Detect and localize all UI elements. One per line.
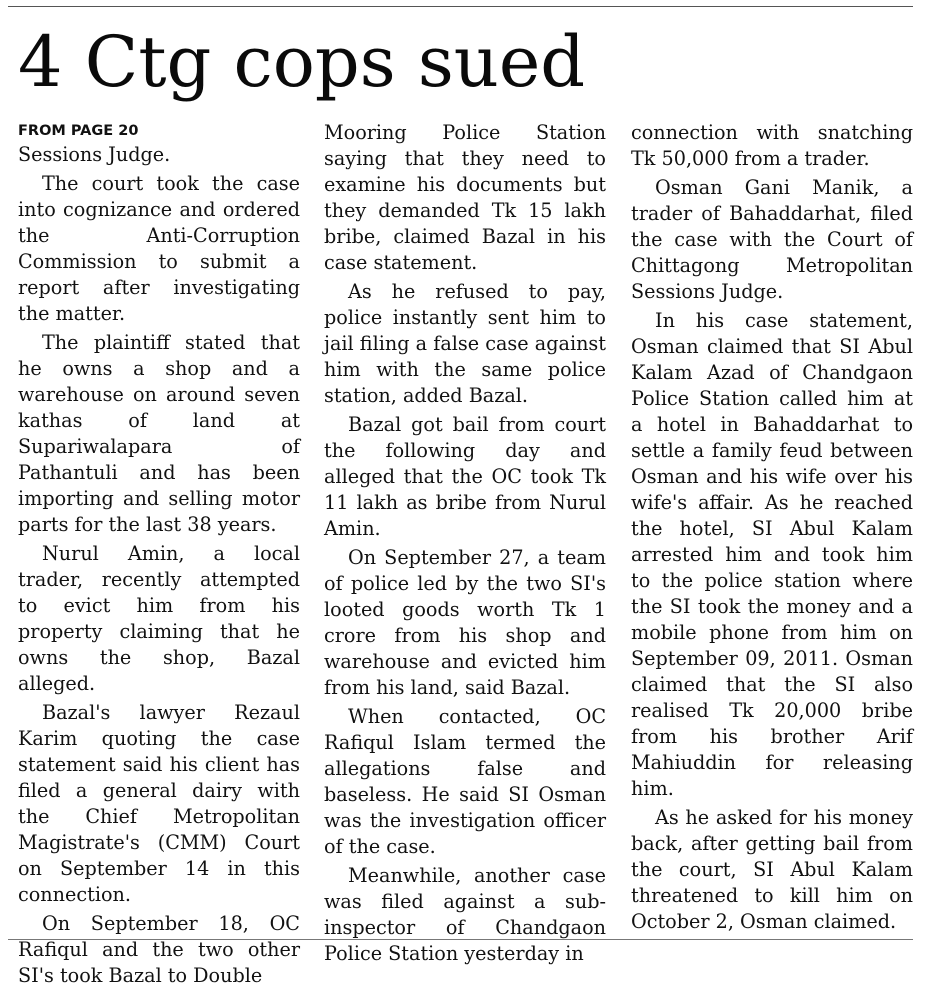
article-column-1	[18, 120, 300, 989]
paragraph: Mooring Police Station saying that they need to examine his documents but they demanded Tk 15 lakh bribe, claimed Bazal in his case statement.	[324, 121, 606, 274]
paragraph: The court took the case into cognizance and ordered the Anti-Corruption Commission to submit a report after investigating the matter.	[18, 172, 300, 325]
paragraph: Bazal got bail from court the following day and alleged that the OC took Tk 11 lakh as bribe from Nurul Amin.	[324, 413, 606, 540]
paragraph: Osman Gani Manik, a trader of Bahaddarhat, filed the case with the Court of Chittagong Metropolitan Sessions Judge.	[631, 176, 913, 303]
paragraph: Bazal's lawyer Rezaul Karim quoting the case statement said his client has filed a general dairy with the Chief Metropolitan Magistrate's (CMM) Court on September 14 in this connection.	[18, 701, 300, 906]
paragraph: On September 18, OC Rafiqul and the two other SI's took Bazal to Double	[18, 912, 300, 987]
article-column-2	[324, 120, 606, 967]
paragraph: In his case statement, Osman claimed that SI Abul Kalam Azad of Chandgaon Police Station called him at a hotel in Bahaddarhat to settle a family feud between Osman and his wife over his wife's affair. As he reached the hotel, SI Abul Kalam arrested him and took him to the police station where the SI took the money and a mobile phone from him on September 09, 2011. Osman claimed that the SI also realised Tk 20,000 bribe from his brother Arif Mahiuddin for releasing him.	[631, 309, 913, 800]
headline: 4 Ctg cops sued	[18, 21, 586, 103]
article-column-3	[631, 120, 913, 935]
paragraph: Sessions Judge.	[18, 143, 171, 166]
paragraph: As he asked for his money back, after getting bail from the court, SI Abul Kalam threatened to kill him on October 2, Osman claimed.	[631, 806, 913, 933]
top-rule	[8, 6, 913, 7]
paragraph: The plaintiff stated that he owns a shop and a warehouse on around seven kathas of land at Supariwalapara of Pathantuli and has been importing and selling motor parts for the last 38 years.	[18, 331, 300, 536]
paragraph: When contacted, OC Rafiqul Islam termed the allegations false and baseless. He said SI Osman was the investigation officer of the case.	[324, 705, 606, 858]
paragraph: Nurul Amin, a local trader, recently attempted to evict him from his property claiming that he owns the shop, Bazal alleged.	[18, 542, 300, 695]
paragraph: On September 27, a team of police led by the two SI's looted goods worth Tk 1 crore from his shop and warehouse and evicted him from his land, said Bazal.	[324, 546, 606, 699]
bottom-rule	[8, 939, 913, 940]
jump-kicker: FROM PAGE 20	[18, 123, 139, 139]
paragraph: Meanwhile, another case was filed against a sub-inspector of Chandgaon Police Station yesterday in	[324, 864, 606, 965]
paragraph: As he refused to pay, police instantly sent him to jail filing a false case against him with the same police station, added Bazal.	[324, 280, 606, 407]
paragraph: connection with snatching Tk 50,000 from a trader.	[631, 121, 913, 170]
